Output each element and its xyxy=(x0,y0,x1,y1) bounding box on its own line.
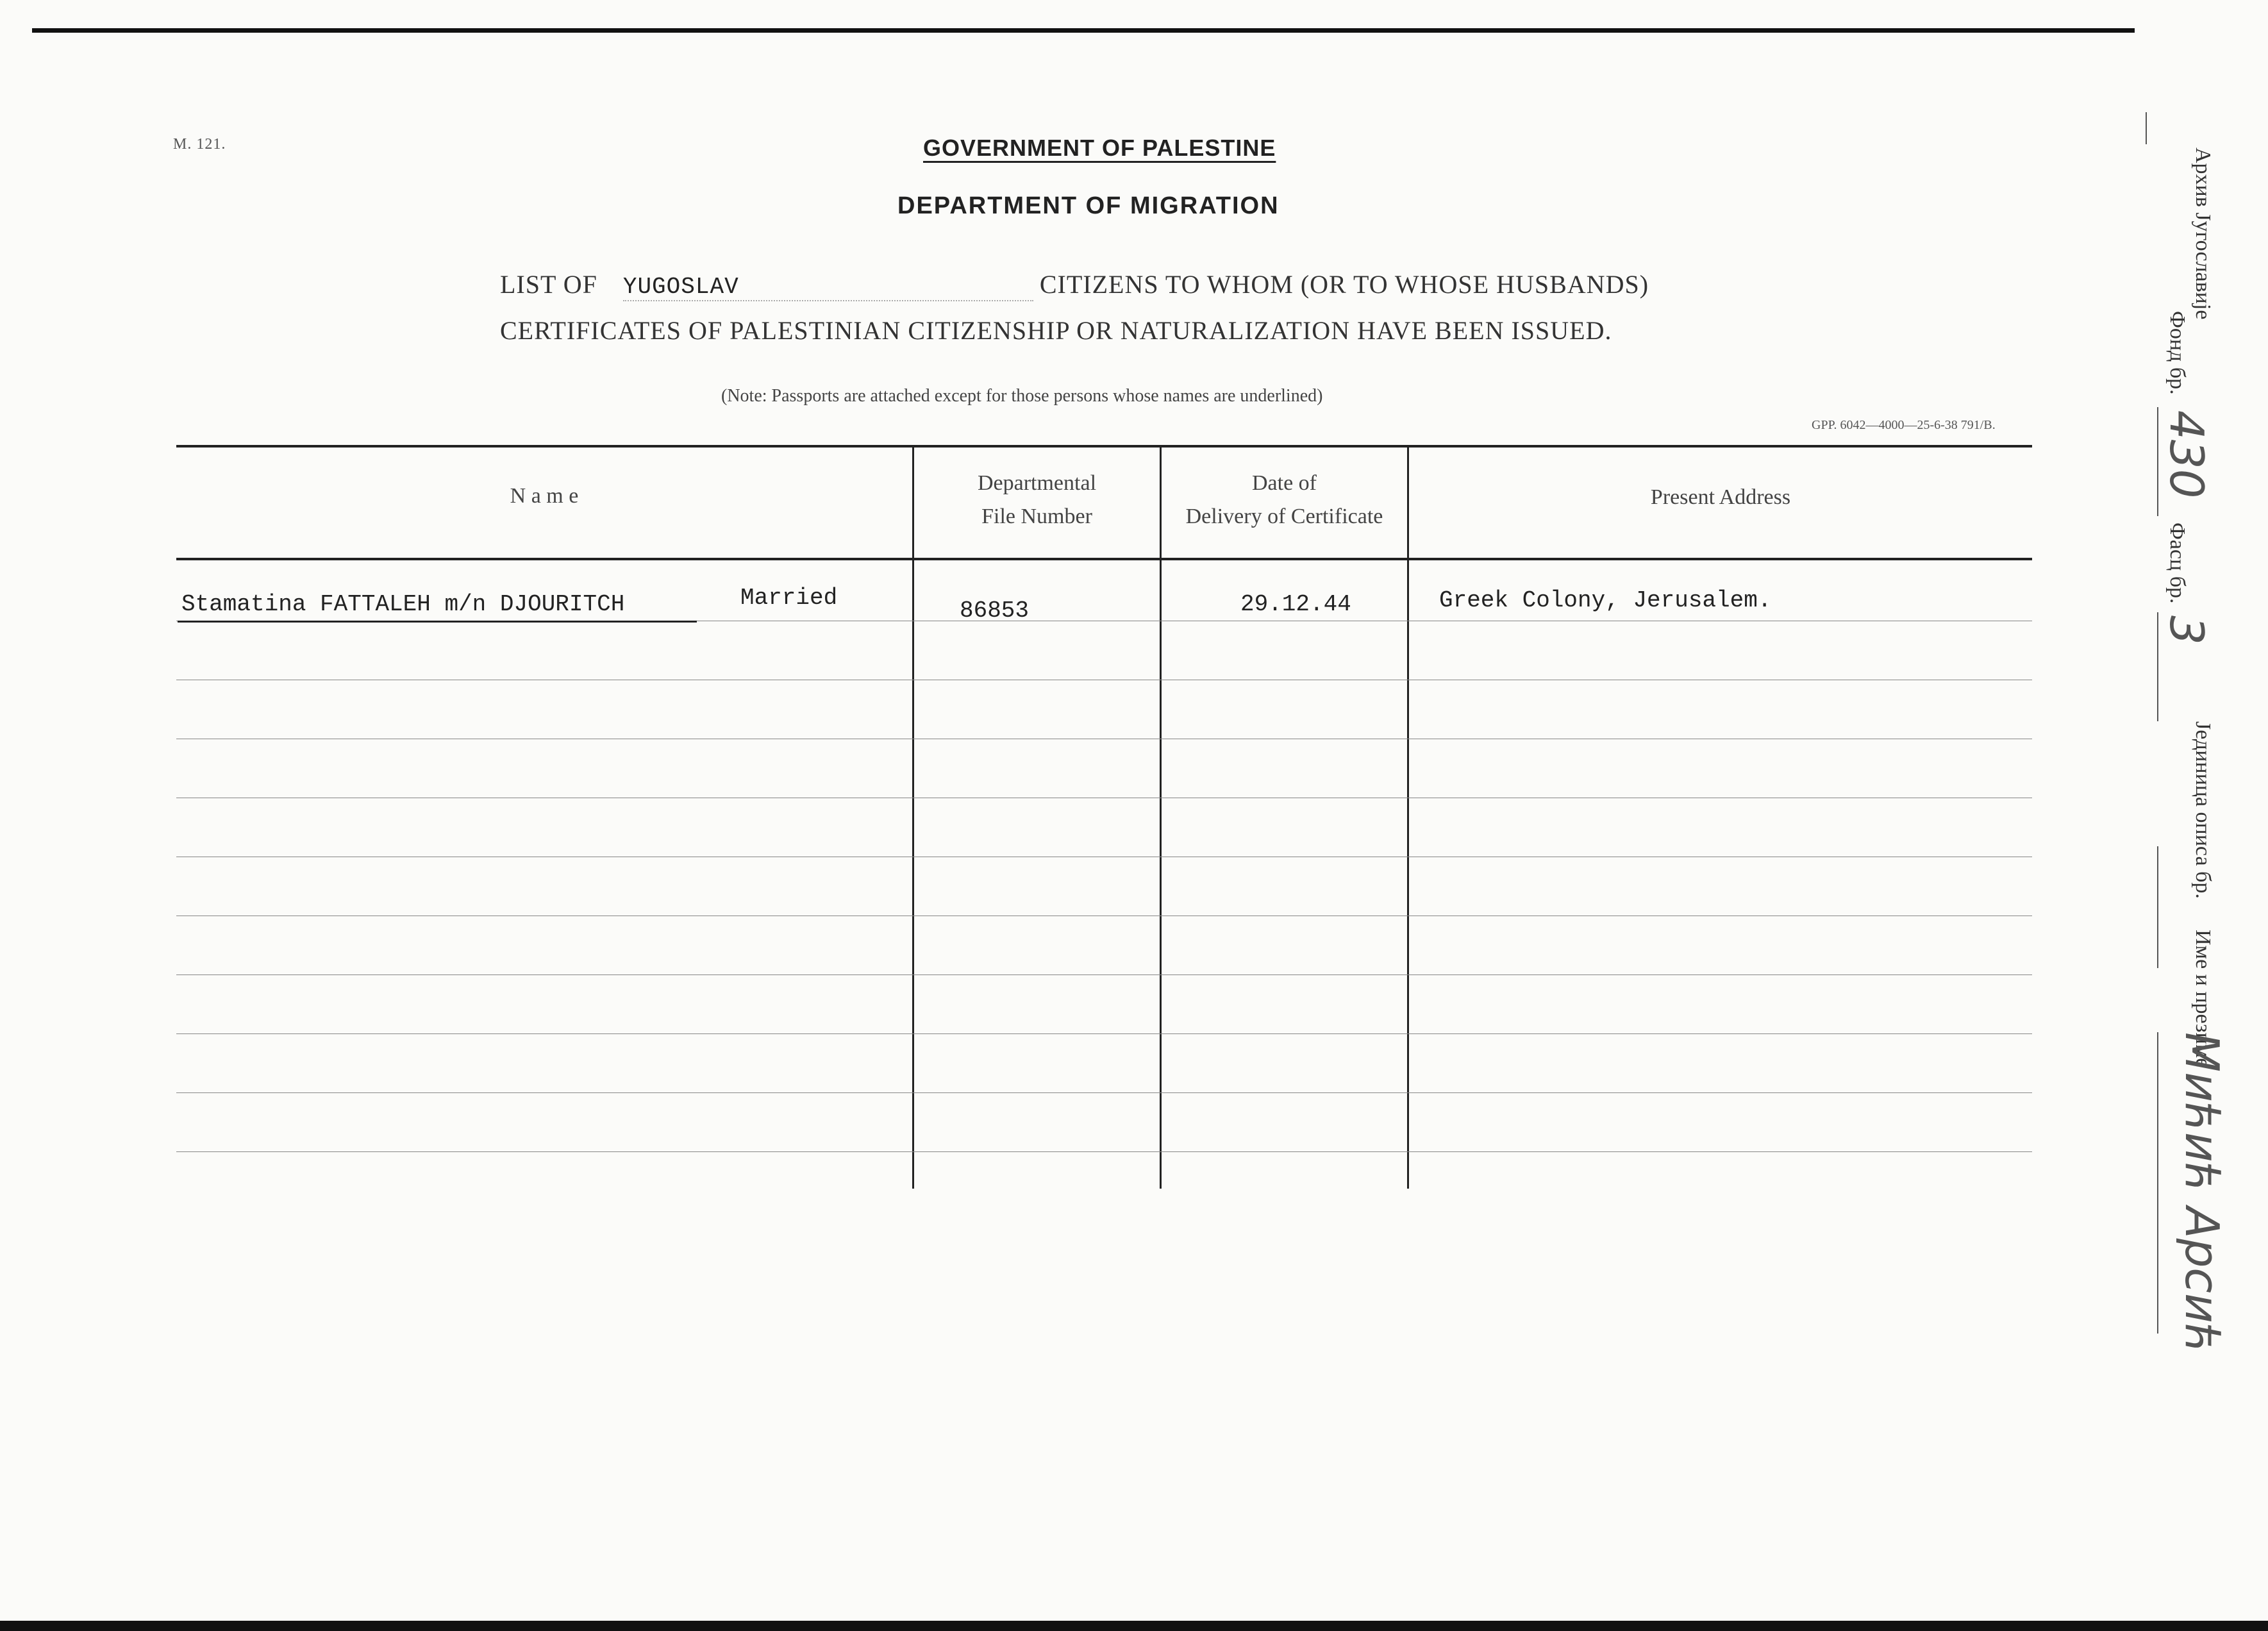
table-row-rule xyxy=(176,1033,2032,1034)
table-header-rule xyxy=(176,558,2032,560)
name-value-line xyxy=(2157,1032,2158,1334)
table-top-rule xyxy=(176,445,2032,447)
table-row-rule xyxy=(176,974,2032,975)
margin-rule xyxy=(2146,112,2147,144)
form-code: M. 121. xyxy=(173,136,226,153)
bottom-border-band xyxy=(0,1621,2268,1631)
row-marital-status: Married xyxy=(740,585,838,611)
row-present-address: Greek Colony, Jerusalem. xyxy=(1439,587,1772,614)
fasc-value: 3 xyxy=(2160,615,2214,645)
column-divider xyxy=(1160,445,1162,1189)
fasc-label: Фасц бр. xyxy=(2165,523,2189,604)
unit-label: Јединица описа бр. xyxy=(2191,721,2215,899)
unit-value-line xyxy=(2157,846,2158,968)
row-delivery-date: 29.12.44 xyxy=(1240,591,1351,617)
column-divider xyxy=(912,445,914,1189)
column-header-delivery-date: Date of Delivery of Certificate xyxy=(1185,471,1383,528)
column-header-file-number: Departmental File Number xyxy=(977,471,1097,528)
table-row-rule xyxy=(176,1151,2032,1152)
passport-note: (Note: Passports are attached except for those persons whose names are underlined) xyxy=(721,386,1323,406)
list-heading-line2: CERTIFICATES OF PALESTINIAN CITIZENSHIP OR NATURALIZATION HAVE BEEN ISSUED. xyxy=(500,316,1612,345)
column-header-present-address: Present Address xyxy=(1650,485,1791,509)
table-row-rule xyxy=(176,1092,2032,1093)
column-header-name: N a m e xyxy=(510,484,579,508)
archive-margin xyxy=(2138,58,2266,1353)
fond-value: 430 xyxy=(2160,410,2214,499)
list-of-label: LIST OF xyxy=(500,270,597,299)
name-underline xyxy=(178,621,697,623)
fond-label: Фонд бр. xyxy=(2165,311,2189,395)
row-name: Stamatina FATTALEH m/n DJOURITCH xyxy=(181,591,625,617)
citizens-text: CITIZENS TO WHOM (OR TO WHOSE HUSBANDS) xyxy=(1039,270,1649,299)
list-heading-line1 xyxy=(500,269,1649,301)
fond-value-line xyxy=(2157,407,2158,516)
name-value: Мићић Арсић xyxy=(2175,1032,2229,1353)
name-label: Име и презиме xyxy=(2191,930,2215,1068)
department-title: DEPARTMENT OF MIGRATION xyxy=(897,192,1280,219)
fasc-value-line xyxy=(2157,612,2158,721)
column-divider xyxy=(1407,445,1409,1189)
printer-code: GPP. 6042—4000—25-6-38 791/B. xyxy=(1812,418,1996,432)
archive-label: Архив Југославије xyxy=(2191,147,2215,320)
government-title: GOVERNMENT OF PALESTINE xyxy=(923,135,1276,161)
top-border-line xyxy=(32,28,2135,33)
certificate-table xyxy=(176,442,2032,1199)
nationality-field: YUGOSLAV xyxy=(623,274,1033,301)
row-file-number: 86853 xyxy=(960,598,1030,624)
